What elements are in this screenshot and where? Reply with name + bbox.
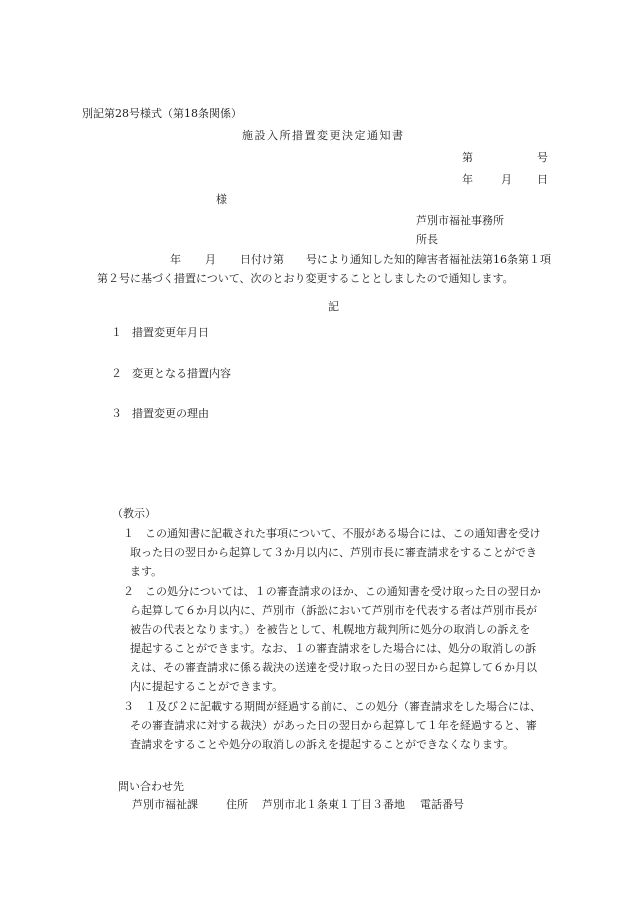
item-number: ３ bbox=[111, 407, 122, 420]
instruction-line: 被告の代表となります。）を被告として、札幌地方裁判所に処分の取消しの訴えを bbox=[130, 623, 531, 636]
addressee-suffix: 様 bbox=[216, 193, 227, 206]
item-number: ２ bbox=[111, 367, 122, 380]
contact-heading: 問い合わせ先 bbox=[118, 780, 184, 793]
instruction-line: えは、その審査請求に係る裁決の送達を受け取った日の翌日から起算して６か月以 bbox=[130, 661, 537, 674]
instruction-heading: （教示） bbox=[112, 507, 156, 520]
number-suffix: 号 bbox=[537, 151, 548, 164]
issuer-office: 芦別市福祉事務所 bbox=[416, 214, 504, 227]
item-label: 措置変更の理由 bbox=[132, 407, 209, 420]
item-label: 措置変更年月日 bbox=[132, 326, 209, 339]
instruction-line: 提起することができます。なお、１の審査請求をした場合には、処分の取消しの訴 bbox=[130, 642, 537, 655]
instruction-line: その審査請求に対する裁決）があった日の翌日から起算して１年を経過すると、審 bbox=[130, 719, 537, 732]
date-day: 日 bbox=[537, 173, 548, 186]
contact-phone-label: 電話番号 bbox=[420, 798, 464, 811]
date-year: 年 bbox=[462, 173, 473, 186]
instruction-number: ３ bbox=[123, 700, 134, 713]
instruction-line: ら起算して６か月以内に、芦別市（訴訟において芦別市を代表する者は芦別市長が bbox=[130, 604, 537, 617]
number-prefix: 第 bbox=[462, 151, 473, 164]
intro-year: 年 bbox=[170, 253, 181, 266]
instruction-number: １ bbox=[123, 527, 134, 540]
instruction-line: 査請求をすることや処分の取消しの訴えを提起することができなくなります。 bbox=[130, 738, 515, 751]
issuer-title: 所長 bbox=[416, 233, 438, 246]
form-number: 別記第28号様式（第18条関係） bbox=[82, 107, 242, 120]
contact-department: 芦別市福祉課 bbox=[132, 798, 198, 811]
instruction-line: ます。 bbox=[130, 565, 163, 578]
contact-address: 芦別市北１条東１丁目３番地 bbox=[262, 798, 405, 811]
instruction-line: この処分については、１の審査請求のほか、この通知書を受け取った日の翌日か bbox=[145, 585, 541, 598]
date-month: 月 bbox=[501, 173, 512, 186]
instruction-line: この通知書に記載された事項について、不服がある場合には、この通知書を受け bbox=[145, 527, 541, 540]
instruction-line: 内に提起することができます。 bbox=[130, 680, 284, 693]
item-label: 変更となる措置内容 bbox=[132, 367, 231, 380]
intro-month: 月 bbox=[205, 253, 216, 266]
instruction-number: ２ bbox=[123, 585, 134, 598]
ki-label: 記 bbox=[328, 300, 339, 313]
item-number: １ bbox=[111, 326, 122, 339]
contact-address-label: 住所 bbox=[226, 798, 248, 811]
intro-line-1: 日付け第 号により通知した知的障害者福祉法第16条第１項 bbox=[240, 253, 551, 266]
document-title: 施設入所措置変更決定通知書 bbox=[242, 129, 405, 142]
intro-line-2: 第２号に基づく措置について、次のとおり変更することとしましたので通知します。 bbox=[97, 272, 514, 285]
instruction-line: 取った日の翌日から起算して３か月以内に、芦別市長に審査請求をすることができ bbox=[130, 546, 537, 559]
instruction-line: １及び２に記載する期間が経過する前に、この処分（審査請求をした場合には、 bbox=[145, 700, 541, 713]
